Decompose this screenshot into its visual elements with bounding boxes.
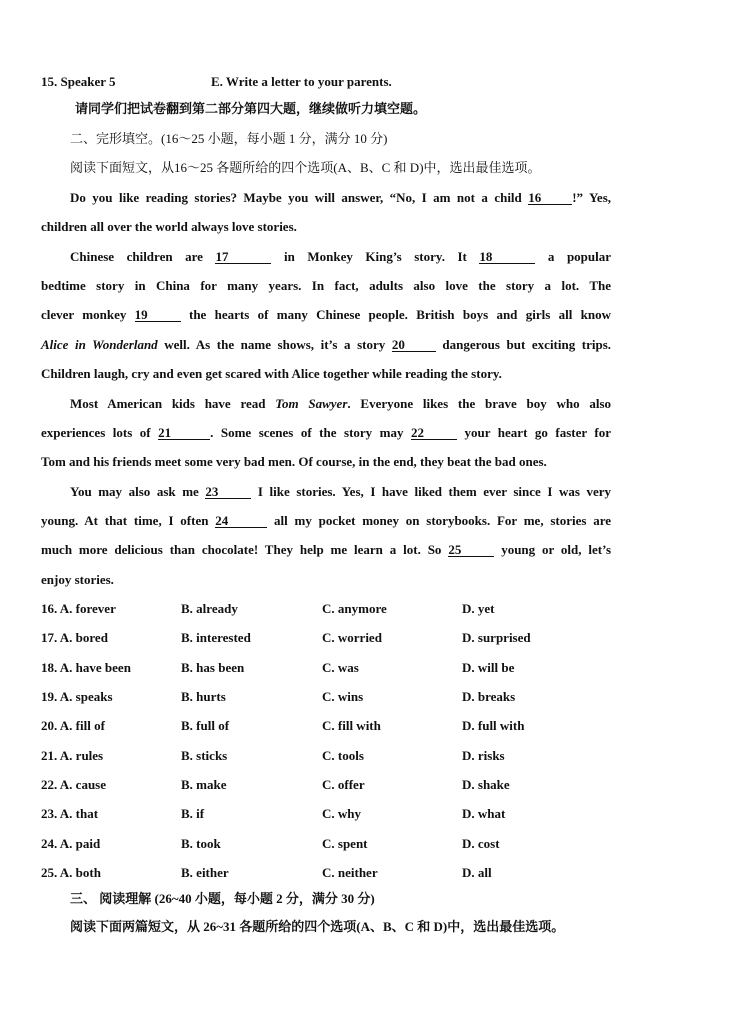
option-d: D. surprised — [462, 630, 531, 645]
option-c: C. worried — [322, 630, 382, 645]
option-c: C. fill with — [322, 718, 381, 733]
passage-line — [70, 396, 611, 412]
passage-text: a popular — [547, 249, 612, 264]
option-b: B. sticks — [181, 748, 228, 763]
blank-18: 18 — [479, 250, 535, 264]
option-c: C. anymore — [322, 601, 387, 616]
option-d: D. will be — [462, 660, 515, 675]
option-d: D. all — [462, 865, 492, 880]
option-a: 25. A. both — [41, 865, 101, 880]
option-b: B. has been — [181, 660, 245, 675]
option-d: D. breaks — [462, 689, 516, 704]
option-a: 24. A. paid — [41, 836, 101, 851]
passage-text: all my pocket money on storybooks. For me, stories are — [274, 513, 612, 528]
section3-title: 三、 阅读理解 (26~40 小题，每小题 2 分，满分 30 分) — [70, 891, 375, 906]
passage-line — [70, 249, 611, 265]
option-b: B. took — [181, 836, 221, 851]
passage-line: Tom and his friends meet some very bad men. Of course, in the end, they beat the bad ones. — [41, 454, 547, 469]
book-title: Alice in Wonderland — [41, 337, 158, 352]
passage-line — [41, 307, 611, 323]
passage-text: young or old, let’s — [501, 542, 611, 557]
passage-text: your heart go faster for — [464, 425, 612, 440]
option-a: 21. A. rules — [41, 748, 104, 763]
passage-text: Chinese children are — [70, 249, 203, 264]
option-a: 23. A. that — [41, 806, 99, 821]
passage-line — [70, 484, 611, 500]
option-a: 16. A. forever — [41, 601, 116, 616]
passage-line: enjoy stories. — [41, 572, 114, 587]
passage-text: . Some scenes of the story may — [210, 425, 404, 440]
passage-text: in Monkey King’s story. It — [283, 249, 467, 264]
speaker-label: 15. Speaker 5 — [41, 74, 116, 89]
passage-text: . Everyone likes the brave boy who also — [347, 396, 612, 411]
section2-title: 二、完形填空。(16～25 小题，每小题 1 分，满分 10 分) — [70, 131, 388, 146]
option-b: B. already — [181, 601, 238, 616]
option-a: 17. A. bored — [41, 630, 108, 645]
option-c: C. tools — [322, 748, 364, 763]
option-c: C. spent — [322, 836, 368, 851]
blank-22: 22 — [411, 426, 457, 440]
passage-text: well. As the name shows, it’s a story — [164, 337, 386, 352]
passage-line — [70, 190, 611, 206]
passage-text: the hearts of many Chinese people. British boys and girls all know — [189, 307, 612, 322]
option-d: D. cost — [462, 836, 500, 851]
passage-text: Do you like reading stories? Maybe you will answer, “No, I am not a child — [70, 190, 522, 205]
passage-line — [41, 337, 611, 353]
option-c: C. wins — [322, 689, 364, 704]
option-b: B. hurts — [181, 689, 226, 704]
passage-line — [41, 513, 611, 529]
blank-24: 24 — [215, 514, 267, 528]
passage-text: I like stories. Yes, I have liked them ever since I was very — [257, 484, 611, 499]
option-d: D. risks — [462, 748, 505, 763]
option-a: 22. A. cause — [41, 777, 106, 792]
blank-23: 23 — [205, 485, 251, 499]
blank-25: 25 — [448, 543, 494, 557]
option-d: D. shake — [462, 777, 510, 792]
passage-text: young. At that time, I often — [41, 513, 209, 528]
blank-19: 19 — [135, 308, 181, 322]
option-d: D. full with — [462, 718, 525, 733]
passage-line — [41, 542, 611, 558]
passage-text: experiences lots of — [41, 425, 151, 440]
option-c: C. offer — [322, 777, 365, 792]
option-c: C. why — [322, 806, 362, 821]
passage-text: !” Yes, — [572, 190, 612, 205]
option-b: B. full of — [181, 718, 230, 733]
passage-line: children all over the world always love stories. — [41, 219, 297, 234]
passage-text: clever monkey — [41, 307, 127, 322]
passage-line — [41, 425, 611, 441]
option-a: 18. A. have been — [41, 660, 131, 675]
blank-17: 17 — [215, 250, 271, 264]
speaker-5-row — [41, 74, 611, 90]
option-d: D. yet — [462, 601, 495, 616]
passage-line: Children laugh, cry and even get scared with Alice together while reading the story. — [41, 366, 502, 381]
section2-instruction: 阅读下面短文，从16～25 各题所给的四个选项(A、B、C 和 D)中，选出最佳选项。 — [70, 160, 541, 175]
passage-text: Most American kids have read — [70, 396, 266, 411]
passage-line: bedtime story in China for many years. In fact, adults also love the story a lot. The — [41, 278, 611, 293]
option-b: B. if — [181, 806, 205, 821]
option-c: C. was — [322, 660, 359, 675]
passage-text: You may also ask me — [70, 484, 199, 499]
option-b: B. interested — [181, 630, 251, 645]
blank-20: 20 — [392, 338, 436, 352]
option-c: C. neither — [322, 865, 378, 880]
option-a: 19. A. speaks — [41, 689, 113, 704]
option-b: B. make — [181, 777, 227, 792]
passage-text: dangerous but exciting trips. — [442, 337, 612, 352]
blank-21: 21 — [158, 426, 210, 440]
blank-16: 16 — [528, 191, 572, 205]
speaker-choice: E. Write a letter to your parents. — [211, 74, 392, 89]
option-d: D. what — [462, 806, 506, 821]
section3-instruction: 阅读下面两篇短文，从 26~31 各题所给的四个选项(A、B、C 和 D)中，选出最佳选项。 — [70, 919, 565, 934]
option-b: B. either — [181, 865, 229, 880]
option-a: 20. A. fill of — [41, 718, 105, 733]
passage-text: much more delicious than chocolate! They help me learn a lot. So — [41, 542, 442, 557]
turn-page-notice: 请同学们把试卷翻到第二部分第四大题，继续做听力填空题。 — [75, 101, 427, 116]
book-title: Tom Sawyer — [275, 396, 348, 411]
